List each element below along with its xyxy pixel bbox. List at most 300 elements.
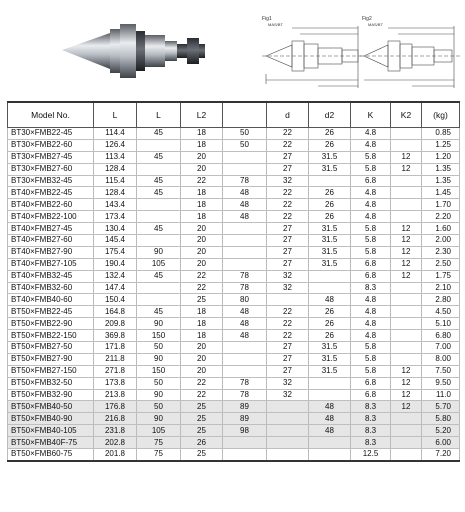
table-row bbox=[8, 413, 460, 425]
k-cell: 8.3 bbox=[351, 282, 391, 294]
k-cell: 8.3 bbox=[351, 437, 391, 449]
extra-cell: 48 bbox=[223, 211, 267, 223]
l2-cell: 22 bbox=[181, 282, 223, 294]
d-cell: 27 bbox=[267, 258, 309, 270]
l2-cell: 18 bbox=[181, 187, 223, 199]
d-cell: 27 bbox=[267, 365, 309, 377]
table-row bbox=[8, 151, 460, 163]
table-body bbox=[8, 128, 460, 461]
l2-cell: 22 bbox=[181, 175, 223, 187]
table-row bbox=[8, 401, 460, 413]
extra-cell: 48 bbox=[223, 187, 267, 199]
k-cell: 5.8 bbox=[351, 246, 391, 258]
l2-cell: 18 bbox=[181, 139, 223, 151]
d2-cell: 31.5 bbox=[309, 342, 351, 354]
l2-cell: 18 bbox=[181, 211, 223, 223]
l-alt-cell: 90 bbox=[137, 413, 181, 425]
model-no-cell: BT40×FMB22-45 bbox=[8, 187, 94, 199]
l-alt-cell: 45 bbox=[137, 270, 181, 282]
l2-cell: 20 bbox=[181, 246, 223, 258]
l2-cell: 22 bbox=[181, 270, 223, 282]
k2-cell bbox=[391, 199, 422, 211]
model-no-cell: BT30×FMB32-45 bbox=[8, 175, 94, 187]
l-alt-cell bbox=[137, 282, 181, 294]
l-cell: 213.8 bbox=[94, 389, 137, 401]
k2-cell: 12 bbox=[391, 223, 422, 235]
k2-cell bbox=[391, 187, 422, 199]
weight-cell: 2.10 bbox=[422, 282, 460, 294]
model-no-cell: BT50×FMB40-50 bbox=[8, 401, 94, 413]
k2-cell bbox=[391, 306, 422, 318]
table-header-row bbox=[8, 102, 460, 128]
model-no-cell: BT40×FMB27-60 bbox=[8, 235, 94, 247]
table-row bbox=[8, 235, 460, 247]
extra-cell bbox=[223, 365, 267, 377]
k2-cell bbox=[391, 128, 422, 140]
k-cell: 4.8 bbox=[351, 330, 391, 342]
weight-cell: 1.20 bbox=[422, 151, 460, 163]
svg-text:MAS/BT: MAS/BT bbox=[268, 22, 283, 27]
k-cell: 5.8 bbox=[351, 223, 391, 235]
weight-cell: 6.00 bbox=[422, 437, 460, 449]
k-cell: 5.8 bbox=[351, 235, 391, 247]
svg-text:Fig2: Fig2 bbox=[362, 16, 372, 22]
k-cell: 6.8 bbox=[351, 175, 391, 187]
weight-cell: 9.50 bbox=[422, 377, 460, 389]
weight-cell: 1.45 bbox=[422, 187, 460, 199]
extra-cell bbox=[223, 151, 267, 163]
l-cell: 369.8 bbox=[94, 330, 137, 342]
l-cell: 128.4 bbox=[94, 187, 137, 199]
k2-cell bbox=[391, 282, 422, 294]
column-header-k2: K2 bbox=[391, 102, 422, 128]
l-cell: 132.4 bbox=[94, 270, 137, 282]
l-alt-cell: 105 bbox=[137, 258, 181, 270]
table-row bbox=[8, 294, 460, 306]
extra-cell bbox=[223, 449, 267, 461]
d2-cell: 26 bbox=[309, 211, 351, 223]
table-row bbox=[8, 353, 460, 365]
weight-cell: 7.00 bbox=[422, 342, 460, 354]
l2-cell: 20 bbox=[181, 223, 223, 235]
d-cell: 22 bbox=[267, 211, 309, 223]
l-cell: 231.8 bbox=[94, 425, 137, 437]
extra-cell bbox=[223, 246, 267, 258]
d2-cell: 31.5 bbox=[309, 223, 351, 235]
k-cell: 8.3 bbox=[351, 401, 391, 413]
l-alt-cell: 90 bbox=[137, 246, 181, 258]
d-cell: 27 bbox=[267, 353, 309, 365]
model-no-cell: BT50×FMB60-75 bbox=[8, 449, 94, 461]
d-cell: 27 bbox=[267, 223, 309, 235]
k-cell: 12.5 bbox=[351, 449, 391, 461]
k2-cell: 12 bbox=[391, 365, 422, 377]
d2-cell: 48 bbox=[309, 425, 351, 437]
extra-cell: 80 bbox=[223, 294, 267, 306]
model-no-cell: BT30×FMB22-60 bbox=[8, 139, 94, 151]
extra-cell bbox=[223, 235, 267, 247]
k-cell: 5.8 bbox=[351, 342, 391, 354]
l-cell: 126.4 bbox=[94, 139, 137, 151]
d-cell bbox=[267, 437, 309, 449]
weight-cell: 2.20 bbox=[422, 211, 460, 223]
l-cell: 202.8 bbox=[94, 437, 137, 449]
weight-cell: 0.85 bbox=[422, 128, 460, 140]
l-alt-cell: 150 bbox=[137, 330, 181, 342]
k-cell: 5.8 bbox=[351, 163, 391, 175]
k-cell: 4.8 bbox=[351, 139, 391, 151]
d-cell: 22 bbox=[267, 128, 309, 140]
d2-cell: 48 bbox=[309, 413, 351, 425]
k2-cell: 12 bbox=[391, 389, 422, 401]
extra-cell bbox=[223, 437, 267, 449]
k2-cell: 12 bbox=[391, 163, 422, 175]
l-alt-cell bbox=[137, 163, 181, 175]
l2-cell: 20 bbox=[181, 258, 223, 270]
table-row bbox=[8, 282, 460, 294]
l2-cell: 20 bbox=[181, 163, 223, 175]
l-cell: 176.8 bbox=[94, 401, 137, 413]
l-alt-cell: 90 bbox=[137, 389, 181, 401]
table-row bbox=[8, 389, 460, 401]
d-cell bbox=[267, 425, 309, 437]
d-cell: 22 bbox=[267, 306, 309, 318]
l-cell: 201.8 bbox=[94, 449, 137, 461]
k2-cell bbox=[391, 437, 422, 449]
k2-cell bbox=[391, 449, 422, 461]
d2-cell bbox=[309, 437, 351, 449]
l-cell: 143.4 bbox=[94, 199, 137, 211]
extra-cell: 89 bbox=[223, 413, 267, 425]
column-header-blank bbox=[223, 102, 267, 128]
d-cell: 32 bbox=[267, 377, 309, 389]
table-row bbox=[8, 187, 460, 199]
d-cell: 32 bbox=[267, 175, 309, 187]
l-alt-cell: 75 bbox=[137, 449, 181, 461]
l2-cell: 20 bbox=[181, 235, 223, 247]
model-no-cell: BT50×FMB32-50 bbox=[8, 377, 94, 389]
l-cell: 115.4 bbox=[94, 175, 137, 187]
model-no-cell: BT40×FMB27-90 bbox=[8, 246, 94, 258]
l-alt-cell: 45 bbox=[137, 151, 181, 163]
extra-cell bbox=[223, 223, 267, 235]
weight-cell: 1.25 bbox=[422, 139, 460, 151]
weight-cell: 1.75 bbox=[422, 270, 460, 282]
l-cell: 147.4 bbox=[94, 282, 137, 294]
extra-cell bbox=[223, 353, 267, 365]
model-no-cell: BT30×FMB22-45 bbox=[8, 128, 94, 140]
d-cell: 27 bbox=[267, 235, 309, 247]
d-cell bbox=[267, 294, 309, 306]
column-header-l-2: L bbox=[137, 102, 181, 128]
extra-cell: 78 bbox=[223, 270, 267, 282]
table-row bbox=[8, 139, 460, 151]
l2-cell: 18 bbox=[181, 330, 223, 342]
model-no-cell: BT50×FMB22-45 bbox=[8, 306, 94, 318]
model-no-cell: BT50×FMB22-150 bbox=[8, 330, 94, 342]
d2-cell: 26 bbox=[309, 199, 351, 211]
weight-cell: 2.00 bbox=[422, 235, 460, 247]
l-alt-cell: 50 bbox=[137, 342, 181, 354]
column-header-l2: L2 bbox=[181, 102, 223, 128]
l-cell: 216.8 bbox=[94, 413, 137, 425]
table-row bbox=[8, 437, 460, 449]
k2-cell bbox=[391, 294, 422, 306]
table-row bbox=[8, 199, 460, 211]
extra-cell: 78 bbox=[223, 389, 267, 401]
k2-cell bbox=[391, 425, 422, 437]
l-cell: 171.8 bbox=[94, 342, 137, 354]
l-cell: 211.8 bbox=[94, 353, 137, 365]
weight-cell: 7.20 bbox=[422, 449, 460, 461]
technical-drawing-left bbox=[262, 16, 362, 88]
k2-cell bbox=[391, 413, 422, 425]
table-row bbox=[8, 246, 460, 258]
d-cell: 22 bbox=[267, 318, 309, 330]
l-alt-cell bbox=[137, 294, 181, 306]
l-alt-cell: 105 bbox=[137, 425, 181, 437]
l-alt-cell bbox=[137, 211, 181, 223]
d2-cell: 48 bbox=[309, 294, 351, 306]
extra-cell: 78 bbox=[223, 377, 267, 389]
table-row bbox=[8, 425, 460, 437]
column-header-weight-kg: (kg) bbox=[422, 102, 460, 128]
svg-text:MAS/BT: MAS/BT bbox=[368, 22, 383, 27]
k-cell: 6.8 bbox=[351, 377, 391, 389]
l-alt-cell bbox=[137, 199, 181, 211]
weight-cell: 6.80 bbox=[422, 330, 460, 342]
table-row bbox=[8, 306, 460, 318]
k2-cell: 12 bbox=[391, 246, 422, 258]
l-cell: 114.4 bbox=[94, 128, 137, 140]
l-cell: 190.4 bbox=[94, 258, 137, 270]
k-cell: 5.8 bbox=[351, 353, 391, 365]
table-row bbox=[8, 342, 460, 354]
l2-cell: 20 bbox=[181, 151, 223, 163]
d2-cell: 26 bbox=[309, 330, 351, 342]
l-cell: 173.4 bbox=[94, 211, 137, 223]
extra-cell bbox=[223, 163, 267, 175]
l-cell: 145.4 bbox=[94, 235, 137, 247]
weight-cell: 2.30 bbox=[422, 246, 460, 258]
extra-cell: 78 bbox=[223, 175, 267, 187]
table-row bbox=[8, 258, 460, 270]
model-no-cell: BT40×FMB22-100 bbox=[8, 211, 94, 223]
column-header-d: d bbox=[267, 102, 309, 128]
weight-cell: 1.35 bbox=[422, 175, 460, 187]
d2-cell: 31.5 bbox=[309, 151, 351, 163]
k-cell: 4.8 bbox=[351, 128, 391, 140]
k-cell: 4.8 bbox=[351, 211, 391, 223]
k-cell: 4.8 bbox=[351, 294, 391, 306]
l-alt-cell: 45 bbox=[137, 128, 181, 140]
weight-cell: 8.00 bbox=[422, 353, 460, 365]
k-cell: 4.8 bbox=[351, 199, 391, 211]
d2-cell: 26 bbox=[309, 128, 351, 140]
l-cell: 209.8 bbox=[94, 318, 137, 330]
k2-cell: 12 bbox=[391, 377, 422, 389]
extra-cell bbox=[223, 258, 267, 270]
spec-table bbox=[7, 101, 460, 462]
model-no-cell: BT40×FMB22-60 bbox=[8, 199, 94, 211]
weight-cell: 2.80 bbox=[422, 294, 460, 306]
weight-cell: 7.50 bbox=[422, 365, 460, 377]
d-cell: 32 bbox=[267, 282, 309, 294]
k2-cell bbox=[391, 353, 422, 365]
l-cell: 113.4 bbox=[94, 151, 137, 163]
column-header-k: K bbox=[351, 102, 391, 128]
k2-cell: 12 bbox=[391, 151, 422, 163]
k-cell: 6.8 bbox=[351, 389, 391, 401]
l-alt-cell: 150 bbox=[137, 365, 181, 377]
d2-cell: 31.5 bbox=[309, 235, 351, 247]
d2-cell bbox=[309, 449, 351, 461]
column-header-model-no: Model No. bbox=[8, 102, 94, 128]
table-row bbox=[8, 175, 460, 187]
l2-cell: 20 bbox=[181, 342, 223, 354]
d2-cell: 31.5 bbox=[309, 246, 351, 258]
k-cell: 6.8 bbox=[351, 258, 391, 270]
d2-cell bbox=[309, 377, 351, 389]
model-no-cell: BT50×FMB40-90 bbox=[8, 413, 94, 425]
l2-cell: 18 bbox=[181, 128, 223, 140]
k2-cell: 12 bbox=[391, 401, 422, 413]
d-cell: 27 bbox=[267, 246, 309, 258]
d2-cell: 26 bbox=[309, 318, 351, 330]
model-no-cell: BT30×FMB27-60 bbox=[8, 163, 94, 175]
l-alt-cell: 45 bbox=[137, 187, 181, 199]
k-cell: 4.8 bbox=[351, 306, 391, 318]
table-row bbox=[8, 318, 460, 330]
l2-cell: 22 bbox=[181, 389, 223, 401]
k-cell: 8.3 bbox=[351, 425, 391, 437]
weight-cell: 2.50 bbox=[422, 258, 460, 270]
l2-cell: 18 bbox=[181, 199, 223, 211]
d-cell: 22 bbox=[267, 199, 309, 211]
l-cell: 130.4 bbox=[94, 223, 137, 235]
l2-cell: 20 bbox=[181, 353, 223, 365]
extra-cell: 48 bbox=[223, 330, 267, 342]
weight-cell: 5.10 bbox=[422, 318, 460, 330]
model-no-cell: BT50×FMB22-90 bbox=[8, 318, 94, 330]
d2-cell: 31.5 bbox=[309, 353, 351, 365]
model-no-cell: BT40×FMB27-105 bbox=[8, 258, 94, 270]
k-cell: 4.8 bbox=[351, 187, 391, 199]
k2-cell bbox=[391, 175, 422, 187]
d2-cell: 48 bbox=[309, 401, 351, 413]
l-alt-cell: 90 bbox=[137, 318, 181, 330]
k2-cell bbox=[391, 342, 422, 354]
extra-cell: 48 bbox=[223, 199, 267, 211]
table-row bbox=[8, 223, 460, 235]
l-alt-cell: 75 bbox=[137, 437, 181, 449]
d-cell: 22 bbox=[267, 139, 309, 151]
extra-cell: 48 bbox=[223, 318, 267, 330]
l2-cell: 26 bbox=[181, 437, 223, 449]
extra-cell: 50 bbox=[223, 128, 267, 140]
k2-cell: 12 bbox=[391, 258, 422, 270]
l-alt-cell: 45 bbox=[137, 223, 181, 235]
l-alt-cell: 90 bbox=[137, 353, 181, 365]
weight-cell: 5.70 bbox=[422, 401, 460, 413]
l2-cell: 25 bbox=[181, 294, 223, 306]
d2-cell bbox=[309, 282, 351, 294]
column-header-l: L bbox=[94, 102, 137, 128]
k2-cell: 12 bbox=[391, 270, 422, 282]
l-alt-cell bbox=[137, 139, 181, 151]
l2-cell: 25 bbox=[181, 425, 223, 437]
table-row bbox=[8, 270, 460, 282]
d-cell: 27 bbox=[267, 342, 309, 354]
k2-cell bbox=[391, 139, 422, 151]
model-no-cell: BT50×FMB32-90 bbox=[8, 389, 94, 401]
l-cell: 173.8 bbox=[94, 377, 137, 389]
l2-cell: 25 bbox=[181, 413, 223, 425]
d-cell bbox=[267, 413, 309, 425]
l-cell: 175.4 bbox=[94, 246, 137, 258]
model-no-cell: BT40×FMB32-60 bbox=[8, 282, 94, 294]
d2-cell: 26 bbox=[309, 306, 351, 318]
model-no-cell: BT40×FMB27-45 bbox=[8, 223, 94, 235]
d2-cell bbox=[309, 389, 351, 401]
weight-cell: 5.80 bbox=[422, 413, 460, 425]
k-cell: 8.3 bbox=[351, 413, 391, 425]
d2-cell: 31.5 bbox=[309, 163, 351, 175]
l-alt-cell: 45 bbox=[137, 306, 181, 318]
l2-cell: 18 bbox=[181, 306, 223, 318]
k-cell: 4.8 bbox=[351, 318, 391, 330]
table-row bbox=[8, 128, 460, 140]
d-cell: 32 bbox=[267, 270, 309, 282]
model-no-cell: BT40×FMB40-60 bbox=[8, 294, 94, 306]
model-no-cell: BT30×FMB27-45 bbox=[8, 151, 94, 163]
model-no-cell: BT50×FMB40F-75 bbox=[8, 437, 94, 449]
l2-cell: 20 bbox=[181, 365, 223, 377]
weight-cell: 11.0 bbox=[422, 389, 460, 401]
l-cell: 164.8 bbox=[94, 306, 137, 318]
k-cell: 5.8 bbox=[351, 365, 391, 377]
d-cell: 32 bbox=[267, 389, 309, 401]
l2-cell: 25 bbox=[181, 401, 223, 413]
extra-cell: 50 bbox=[223, 139, 267, 151]
svg-text:Fig1: Fig1 bbox=[262, 16, 272, 22]
l-cell: 271.8 bbox=[94, 365, 137, 377]
product-figure-area bbox=[0, 0, 465, 98]
weight-cell: 4.50 bbox=[422, 306, 460, 318]
d-cell: 27 bbox=[267, 163, 309, 175]
column-header-d2: d2 bbox=[309, 102, 351, 128]
d2-cell bbox=[309, 270, 351, 282]
technical-drawing-right bbox=[360, 16, 460, 88]
k-cell: 6.8 bbox=[351, 270, 391, 282]
extra-cell: 89 bbox=[223, 401, 267, 413]
l-alt-cell: 45 bbox=[137, 175, 181, 187]
d2-cell: 31.5 bbox=[309, 365, 351, 377]
tool-holder-photo bbox=[62, 24, 205, 78]
l-cell: 150.4 bbox=[94, 294, 137, 306]
d-cell: 27 bbox=[267, 151, 309, 163]
model-no-cell: BT50×FMB40-105 bbox=[8, 425, 94, 437]
k-cell: 5.8 bbox=[351, 151, 391, 163]
table-row bbox=[8, 365, 460, 377]
d-cell bbox=[267, 449, 309, 461]
d2-cell: 26 bbox=[309, 139, 351, 151]
model-no-cell: BT50×FMB27-50 bbox=[8, 342, 94, 354]
l-alt-cell: 50 bbox=[137, 401, 181, 413]
weight-cell: 1.70 bbox=[422, 199, 460, 211]
table-row bbox=[8, 449, 460, 461]
l-alt-cell bbox=[137, 235, 181, 247]
